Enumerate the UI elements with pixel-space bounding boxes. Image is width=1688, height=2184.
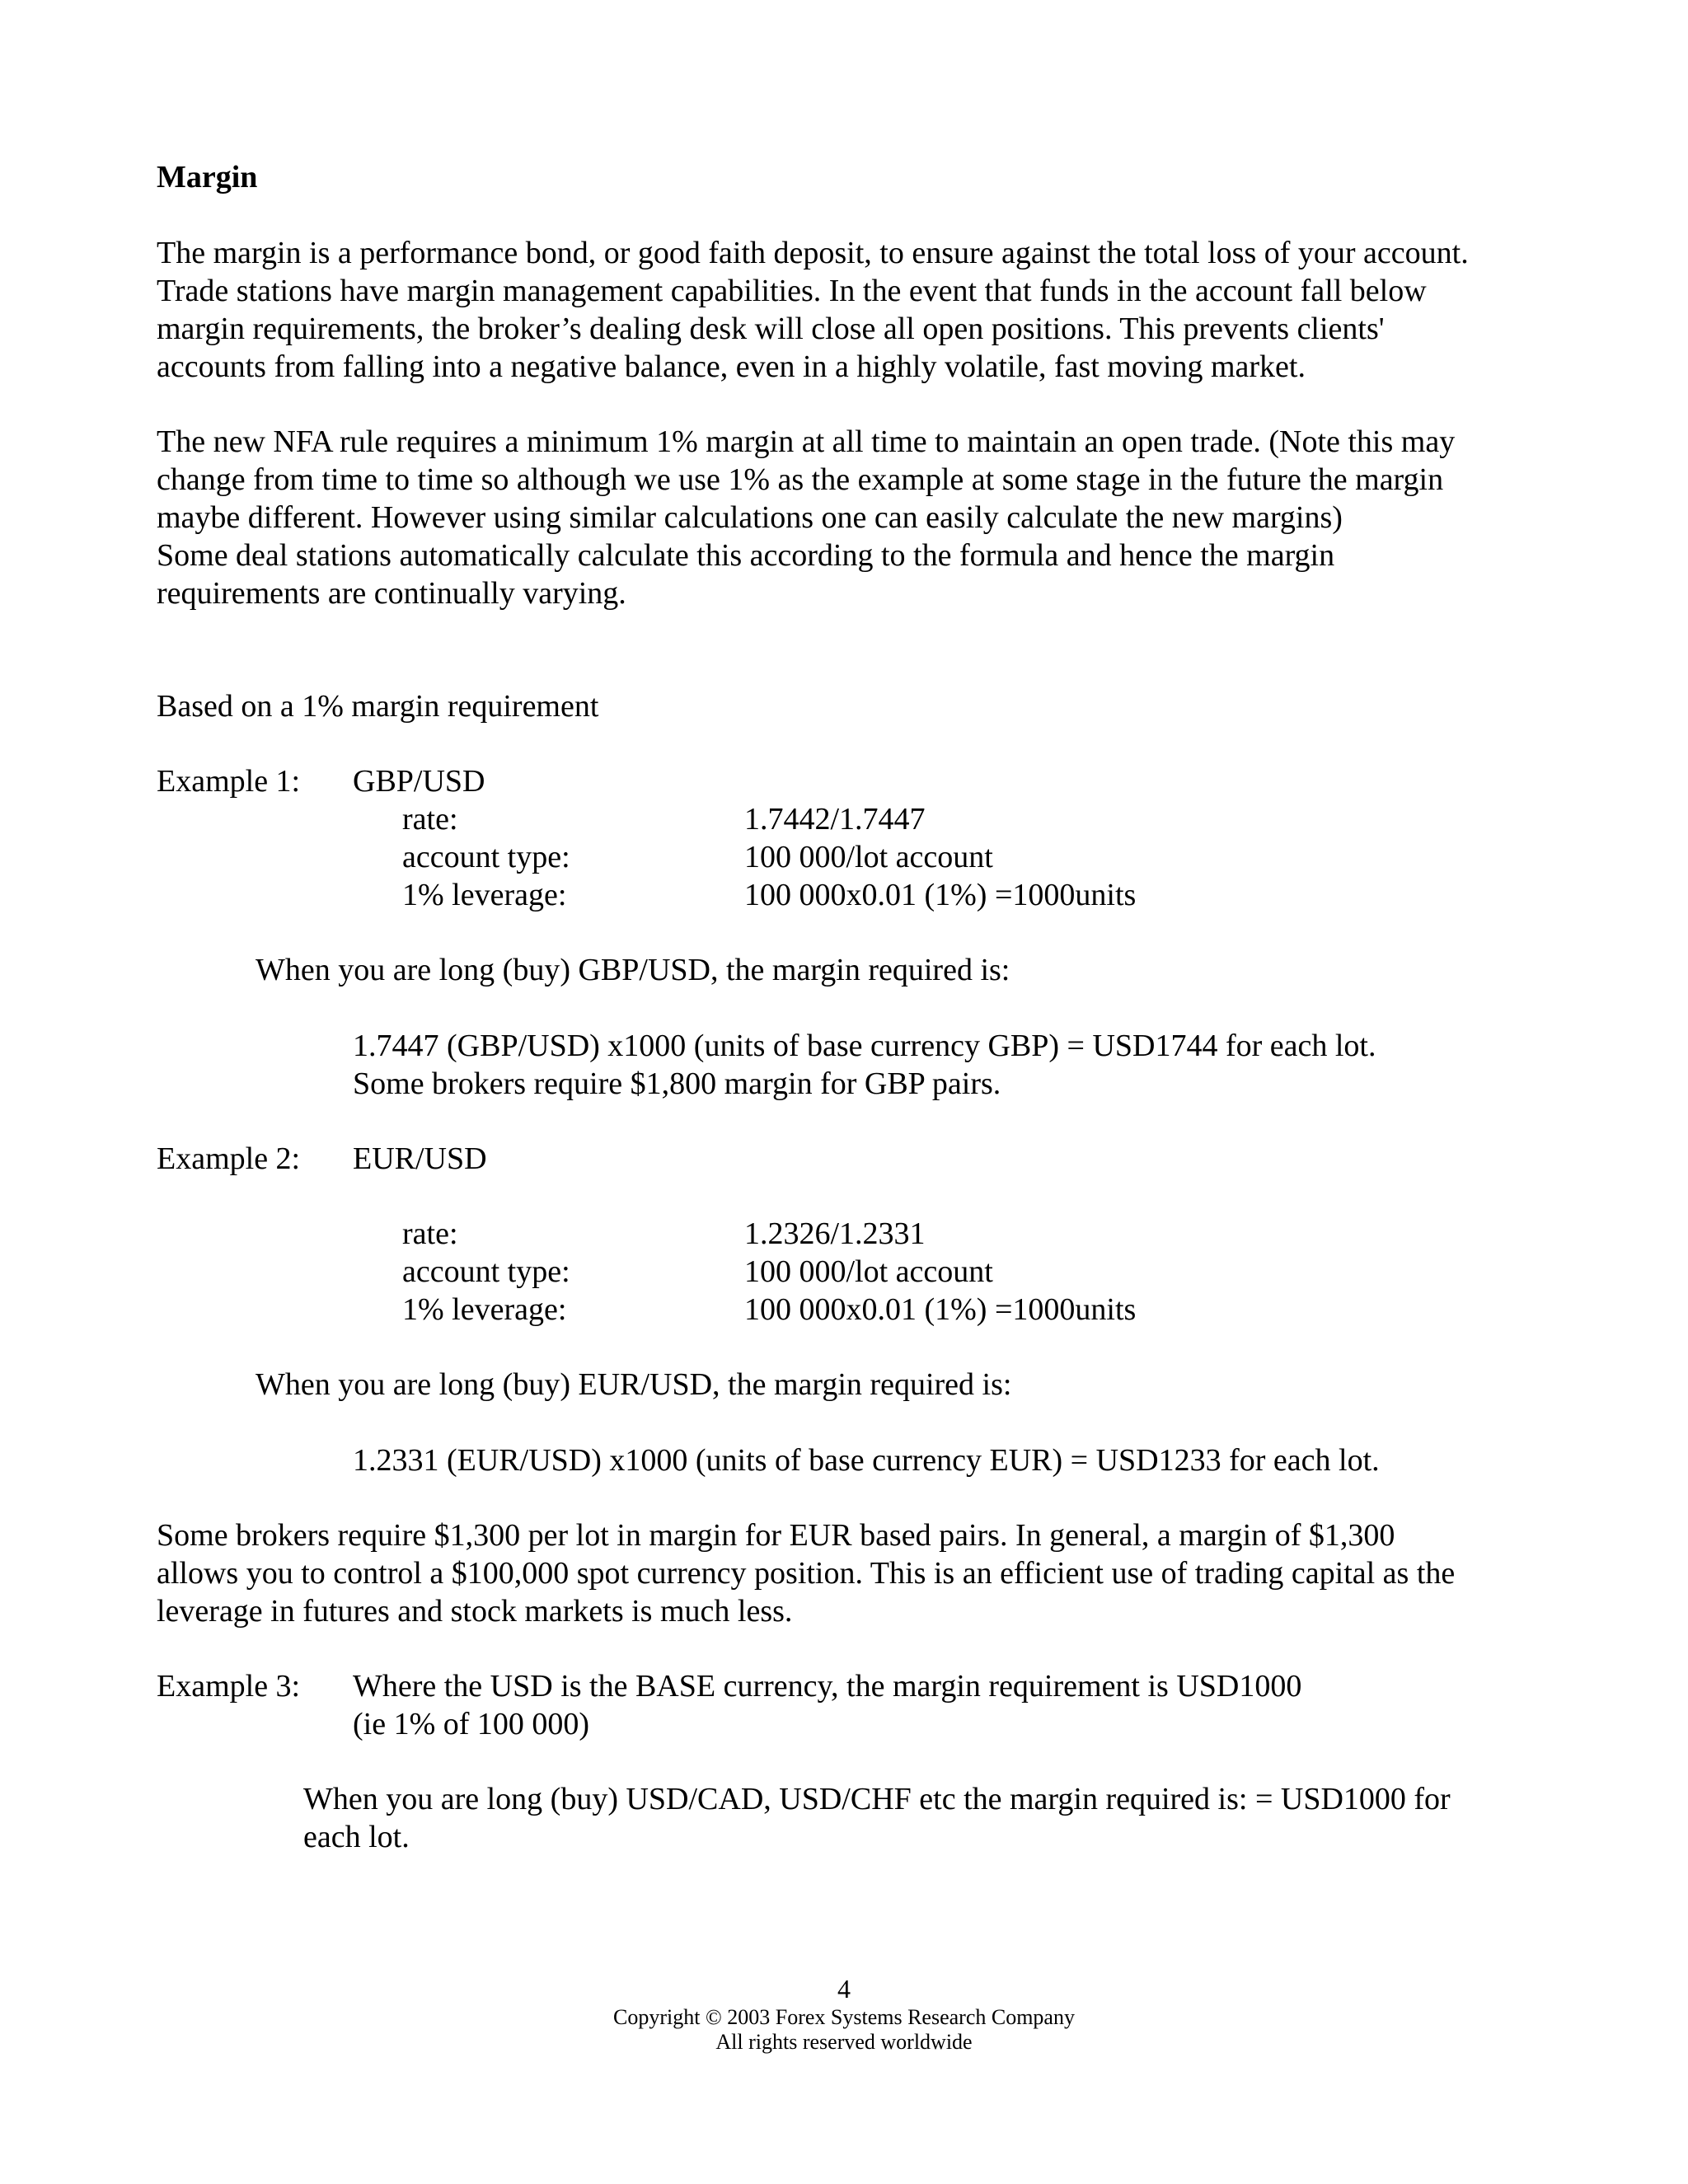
basis-text: Based on a 1% margin requirement — [157, 689, 599, 724]
text-line: allows you to control a $100,000 spot currency position. This is an efficient use of trading capital as the — [157, 1556, 1456, 1591]
row-key: rate: — [402, 1216, 458, 1251]
rights-text: All rights reserved worldwide — [715, 2030, 973, 2054]
row-value: 100 000x0.01 (1%) =1000units — [744, 1292, 1137, 1327]
text-line: The margin is a performance bond, or good faith deposit, to ensure against the total loss of your account. — [157, 236, 1469, 270]
row-value: 100 000/lot account — [744, 1254, 993, 1289]
long-text: When you are long (buy) USD/CAD, USD/CHF etc the margin required is: = USD1000 for — [303, 1782, 1451, 1816]
text-line: Some deal stations automatically calculate this according to the formula and hence the margin — [157, 538, 1335, 573]
long-text: When you are long (buy) EUR/USD, the margin required is: — [256, 1367, 1012, 1402]
row-value: 100 000x0.01 (1%) =1000units — [744, 878, 1137, 912]
text-line: change from time to time so although we use 1% as the example at some stage in the future the margin — [157, 462, 1444, 497]
long-text: When you are long (buy) GBP/USD, the margin required is: — [256, 953, 1010, 987]
row-key: 1% leverage: — [402, 878, 567, 912]
text-line: (ie 1% of 100 000) — [353, 1707, 590, 1741]
text-line: margin requirements, the broker’s dealing desk will close all open positions. This prevents clients' — [157, 312, 1385, 346]
text-line: accounts from falling into a negative balance, even in a highly volatile, fast moving market. — [157, 349, 1306, 384]
example-label: Example 3: — [157, 1669, 301, 1704]
row-key: account type: — [402, 1254, 570, 1289]
long-text: each lot. — [303, 1820, 410, 1854]
text-line: maybe different. However using similar calculations one can easily calculate the new margins) — [157, 500, 1343, 535]
text-line: requirements are continually varying. — [157, 576, 626, 611]
example-label: Example 2: — [157, 1141, 301, 1176]
calc-line: Some brokers require $1,800 margin for GBP pairs. — [353, 1066, 1001, 1101]
page-number: 4 — [837, 1974, 851, 2004]
currency-pair: EUR/USD — [353, 1141, 487, 1176]
row-key: account type: — [402, 840, 570, 874]
currency-pair: GBP/USD — [353, 764, 485, 799]
text-line: Some brokers require $1,300 per lot in margin for EUR based pairs. In general, a margin of $1,300 — [157, 1518, 1395, 1553]
example-label: Example 1: — [157, 764, 301, 799]
row-value: 1.7442/1.7447 — [744, 802, 926, 837]
text-line: Where the USD is the BASE currency, the margin requirement is USD1000 — [353, 1669, 1302, 1704]
page-title: Margin — [157, 160, 258, 194]
row-key: 1% leverage: — [402, 1292, 567, 1327]
copyright-text: Copyright © 2003 Forex Systems Research Company — [613, 2005, 1075, 2029]
text-line: Trade stations have margin management capabilities. In the event that funds in the account fall below — [157, 274, 1427, 308]
row-key: rate: — [402, 802, 458, 837]
text-line: leverage in futures and stock markets is much less. — [157, 1594, 793, 1629]
row-value: 100 000/lot account — [744, 840, 993, 874]
text-line: The new NFA rule requires a minimum 1% margin at all time to maintain an open trade. (Note this may — [157, 424, 1456, 459]
calc-line: 1.7447 (GBP/USD) x1000 (units of base currency GBP) = USD1744 for each lot. — [353, 1029, 1376, 1063]
row-value: 1.2326/1.2331 — [744, 1216, 926, 1251]
calc-line: 1.2331 (EUR/USD) x1000 (units of base currency EUR) = USD1233 for each lot. — [353, 1443, 1380, 1478]
